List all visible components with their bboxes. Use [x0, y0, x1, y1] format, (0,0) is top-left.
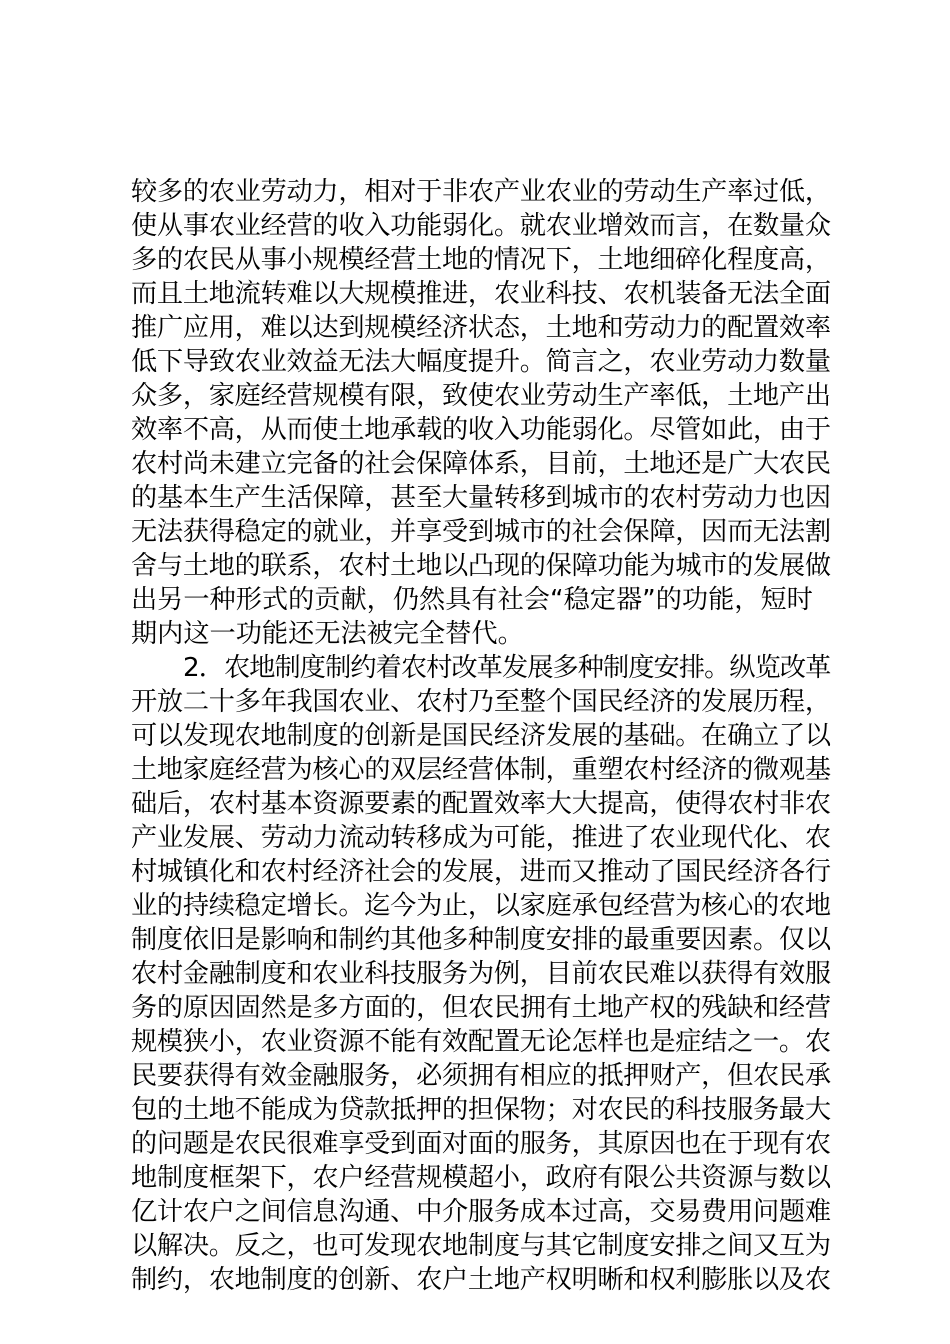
text-line: 产业发展、劳动力流动转移成为可能，推进了农业现代化、农	[131, 823, 831, 853]
text-line: 规模狭小，农业资源不能有效配置无论怎样也是症结之一。农	[131, 1027, 831, 1057]
text-line: 地制度框架下，农户经营规模超小，政府有限公共资源与数以	[131, 1163, 831, 1193]
text-line: 础后，农村基本资源要素的配置效率大大提高，使得农村非农	[131, 789, 831, 819]
text-line: 务的原因固然是多方面的，但农民拥有土地产权的残缺和经营	[131, 993, 831, 1023]
text-line: 低下导致农业效益无法大幅度提升。简言之，农业劳动力数量	[131, 347, 831, 377]
text-line: 而且土地流转难以大规模推进，农业科技、农机装备无法全面	[131, 279, 831, 309]
text-line: 开放二十多年我国农业、农村乃至整个国民经济的发展历程，	[131, 687, 831, 717]
text-line: 可以发现农地制度的创新是国民经济发展的基础。在确立了以	[131, 721, 831, 751]
text-line: 期内这一功能还无法被完全替代。	[131, 619, 524, 649]
text-line: 土地家庭经营为核心的双层经营体制，重塑农村经济的微观基	[131, 755, 831, 785]
text-line: 较多的农业劳动力，相对于非农产业农业的劳动生产率过低，	[131, 177, 831, 207]
text-line: 舍与土地的联系，农村土地以凸现的保障功能为城市的发展做	[131, 551, 831, 581]
text-line: 村城镇化和农村经济社会的发展，进而又推动了国民经济各行	[131, 857, 831, 887]
text-line: 出另一种形式的贡献，仍然具有社会“稳定器”的功能，短时	[131, 585, 813, 615]
body-text	[131, 175, 831, 1297]
text-line: 推广应用，难以达到规模经济状态，土地和劳动力的配置效率	[131, 313, 831, 343]
text-line: 农村尚未建立完备的社会保障体系，目前，土地还是广大农民	[131, 449, 831, 479]
text-line: 效率不高，从而使土地承载的收入功能弱化。尽管如此，由于	[131, 415, 831, 445]
text-line: 制约，农地制度的创新、农户土地产权明晰和权利膨胀以及农	[131, 1265, 831, 1295]
text-line: 包的土地不能成为贷款抵押的担保物；对农民的科技服务最大	[131, 1095, 831, 1125]
text-line: 民要获得有效金融服务，必须拥有相应的抵押财产，但农民承	[131, 1061, 831, 1091]
text-line: 无法获得稳定的就业，并享受到城市的社会保障，因而无法割	[131, 517, 831, 547]
paragraph-first-line: 2．农地制度制约着农村改革发展多种制度安排。纵览改革	[183, 653, 831, 683]
text-line: 众多，家庭经营规模有限，致使农业劳动生产率低，土地产出	[131, 381, 831, 411]
text-line: 的基本生产生活保障，甚至大量转移到城市的农村劳动力也因	[131, 483, 831, 513]
text-line: 业的持续稳定增长。迄今为止，以家庭承包经营为核心的农地	[131, 891, 831, 921]
text-line: 多的农民从事小规模经营土地的情况下，土地细碎化程度高，	[131, 245, 831, 275]
text-line: 制度依旧是影响和制约其他多种制度安排的最重要因素。仅以	[131, 925, 831, 955]
text-line: 的问题是农民很难享受到面对面的服务，其原因也在于现有农	[131, 1129, 831, 1159]
text-line: 农村金融制度和农业科技服务为例，目前农民难以获得有效服	[131, 959, 831, 989]
text-line: 以解决。反之，也可发现农地制度与其它制度安排之间又互为	[131, 1231, 831, 1261]
text-line: 使从事农业经营的收入功能弱化。就农业增效而言，在数量众	[131, 211, 831, 241]
text-line: 亿计农户之间信息沟通、中介服务成本过高，交易费用问题难	[131, 1197, 831, 1227]
